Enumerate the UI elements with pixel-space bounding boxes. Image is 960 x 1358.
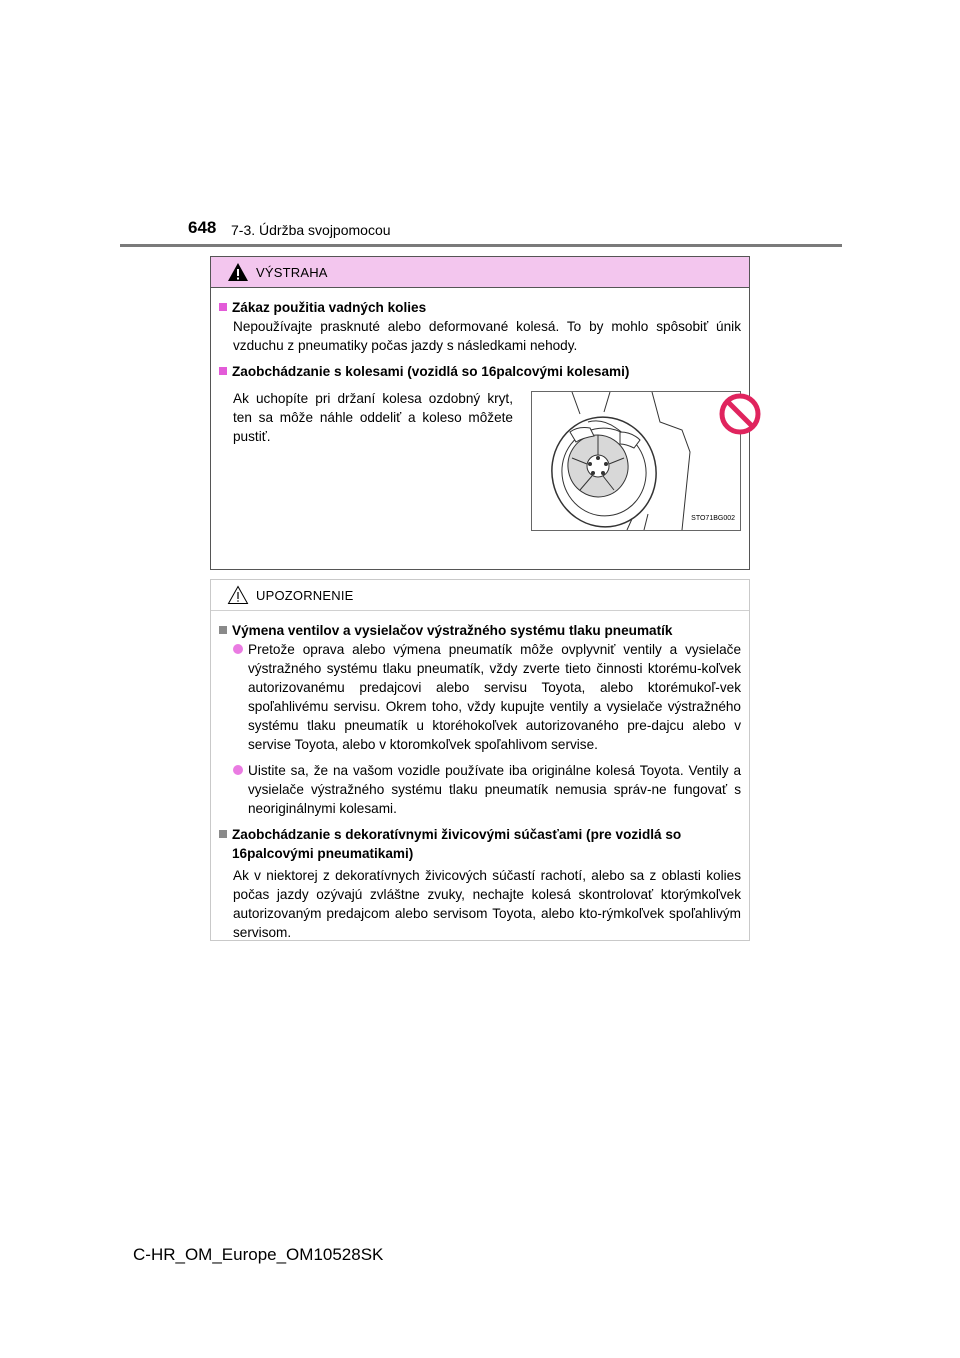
figure-code: STO71BG002 <box>691 515 735 522</box>
page-number: 648 <box>188 218 217 237</box>
warning-box <box>210 256 750 570</box>
round-bullet-icon <box>233 765 243 775</box>
caution-item-title: Výmena ventilov a vysielačov výstražného systému tlaku pneumatík <box>219 621 741 640</box>
bullet-item: Uistite sa, že na vašom vozidle používate iba originálne kolesá Toyota. Ventily a vysielače výstražného systému tlaku pneumatík nemusia správ-ne fungovať s neoriginálnymi kolesami. <box>219 761 741 818</box>
caution-box <box>210 579 750 941</box>
round-bullet-icon <box>233 644 243 654</box>
warning-item-text: Nepoužívajte prasknuté alebo deformované kolesá. To by mohlo spôsobiť únik vzduchu z pneumatiky počas jazdy s následkami nehody. <box>233 319 741 353</box>
header-rule <box>120 244 842 247</box>
caution-header <box>211 580 749 611</box>
caution-label: UPOZORNENIE <box>256 588 354 603</box>
square-bullet-icon <box>219 830 227 838</box>
warning-item-title: Zákaz použitia vadných kolies <box>219 298 741 317</box>
caution-triangle-icon <box>227 585 249 605</box>
caution-item-text: Ak v niektorej z dekoratívnych živicových súčastí rachotí, alebo sa z oblasti kolies počas jazdy ozývajú zvláštne zvuky, nechajte kolesá skontrolovať ktorýmkoľvek autorizovaným predajcom alebo servisom Toyota, alebo kto-rýmkoľvek spoľahlivým servisom. <box>233 868 741 940</box>
prohibition-icon <box>718 392 762 436</box>
square-bullet-icon <box>219 303 227 311</box>
wheel-handling-illustration <box>531 391 741 531</box>
bullet-item: Pretože oprava alebo výmena pneumatík môže ovplyvniť ventily a vysielače výstražného systému tlaku pneumatík, vždy zverte tieto činnosti ktorému-koľvek autorizovanému predajcovi alebo servisu Toyota, alebo ktorémukoľ-vek spoľahlivému servisu. Okrem toho, vždy kupujte ventily a vysielače výstražného systému tlaku pneumatík u ktoréhokoľvek autorizovaného pre-dajcu alebo v servise Toyota, alebo v ktoromkoľvek spoľahlivom servise. <box>219 640 741 754</box>
document-code: C-HR_OM_Europe_OM10528SK <box>133 1245 384 1264</box>
warning-label: VÝSTRAHA <box>256 265 328 280</box>
warning-item-title: Zaobchádzanie s kolesami (vozidlá so 16palcovými kolesami) <box>219 362 741 381</box>
caution-item-title: Zaobchádzanie s dekoratívnymi živicovými súčasťami (pre vozidlá so 16palcovými pneumatikami) <box>219 825 741 863</box>
warning-header <box>211 257 749 288</box>
square-bullet-icon <box>219 367 227 375</box>
square-bullet-icon <box>219 626 227 634</box>
warning-item-text: Ak uchopíte pri držaní kolesa ozdobný kryt, ten sa môže náhle oddeliť a koleso môžete pustiť. <box>233 391 513 444</box>
warning-triangle-icon <box>227 262 249 282</box>
section-title: 7-3. Údržba svojpomocou <box>231 222 391 238</box>
